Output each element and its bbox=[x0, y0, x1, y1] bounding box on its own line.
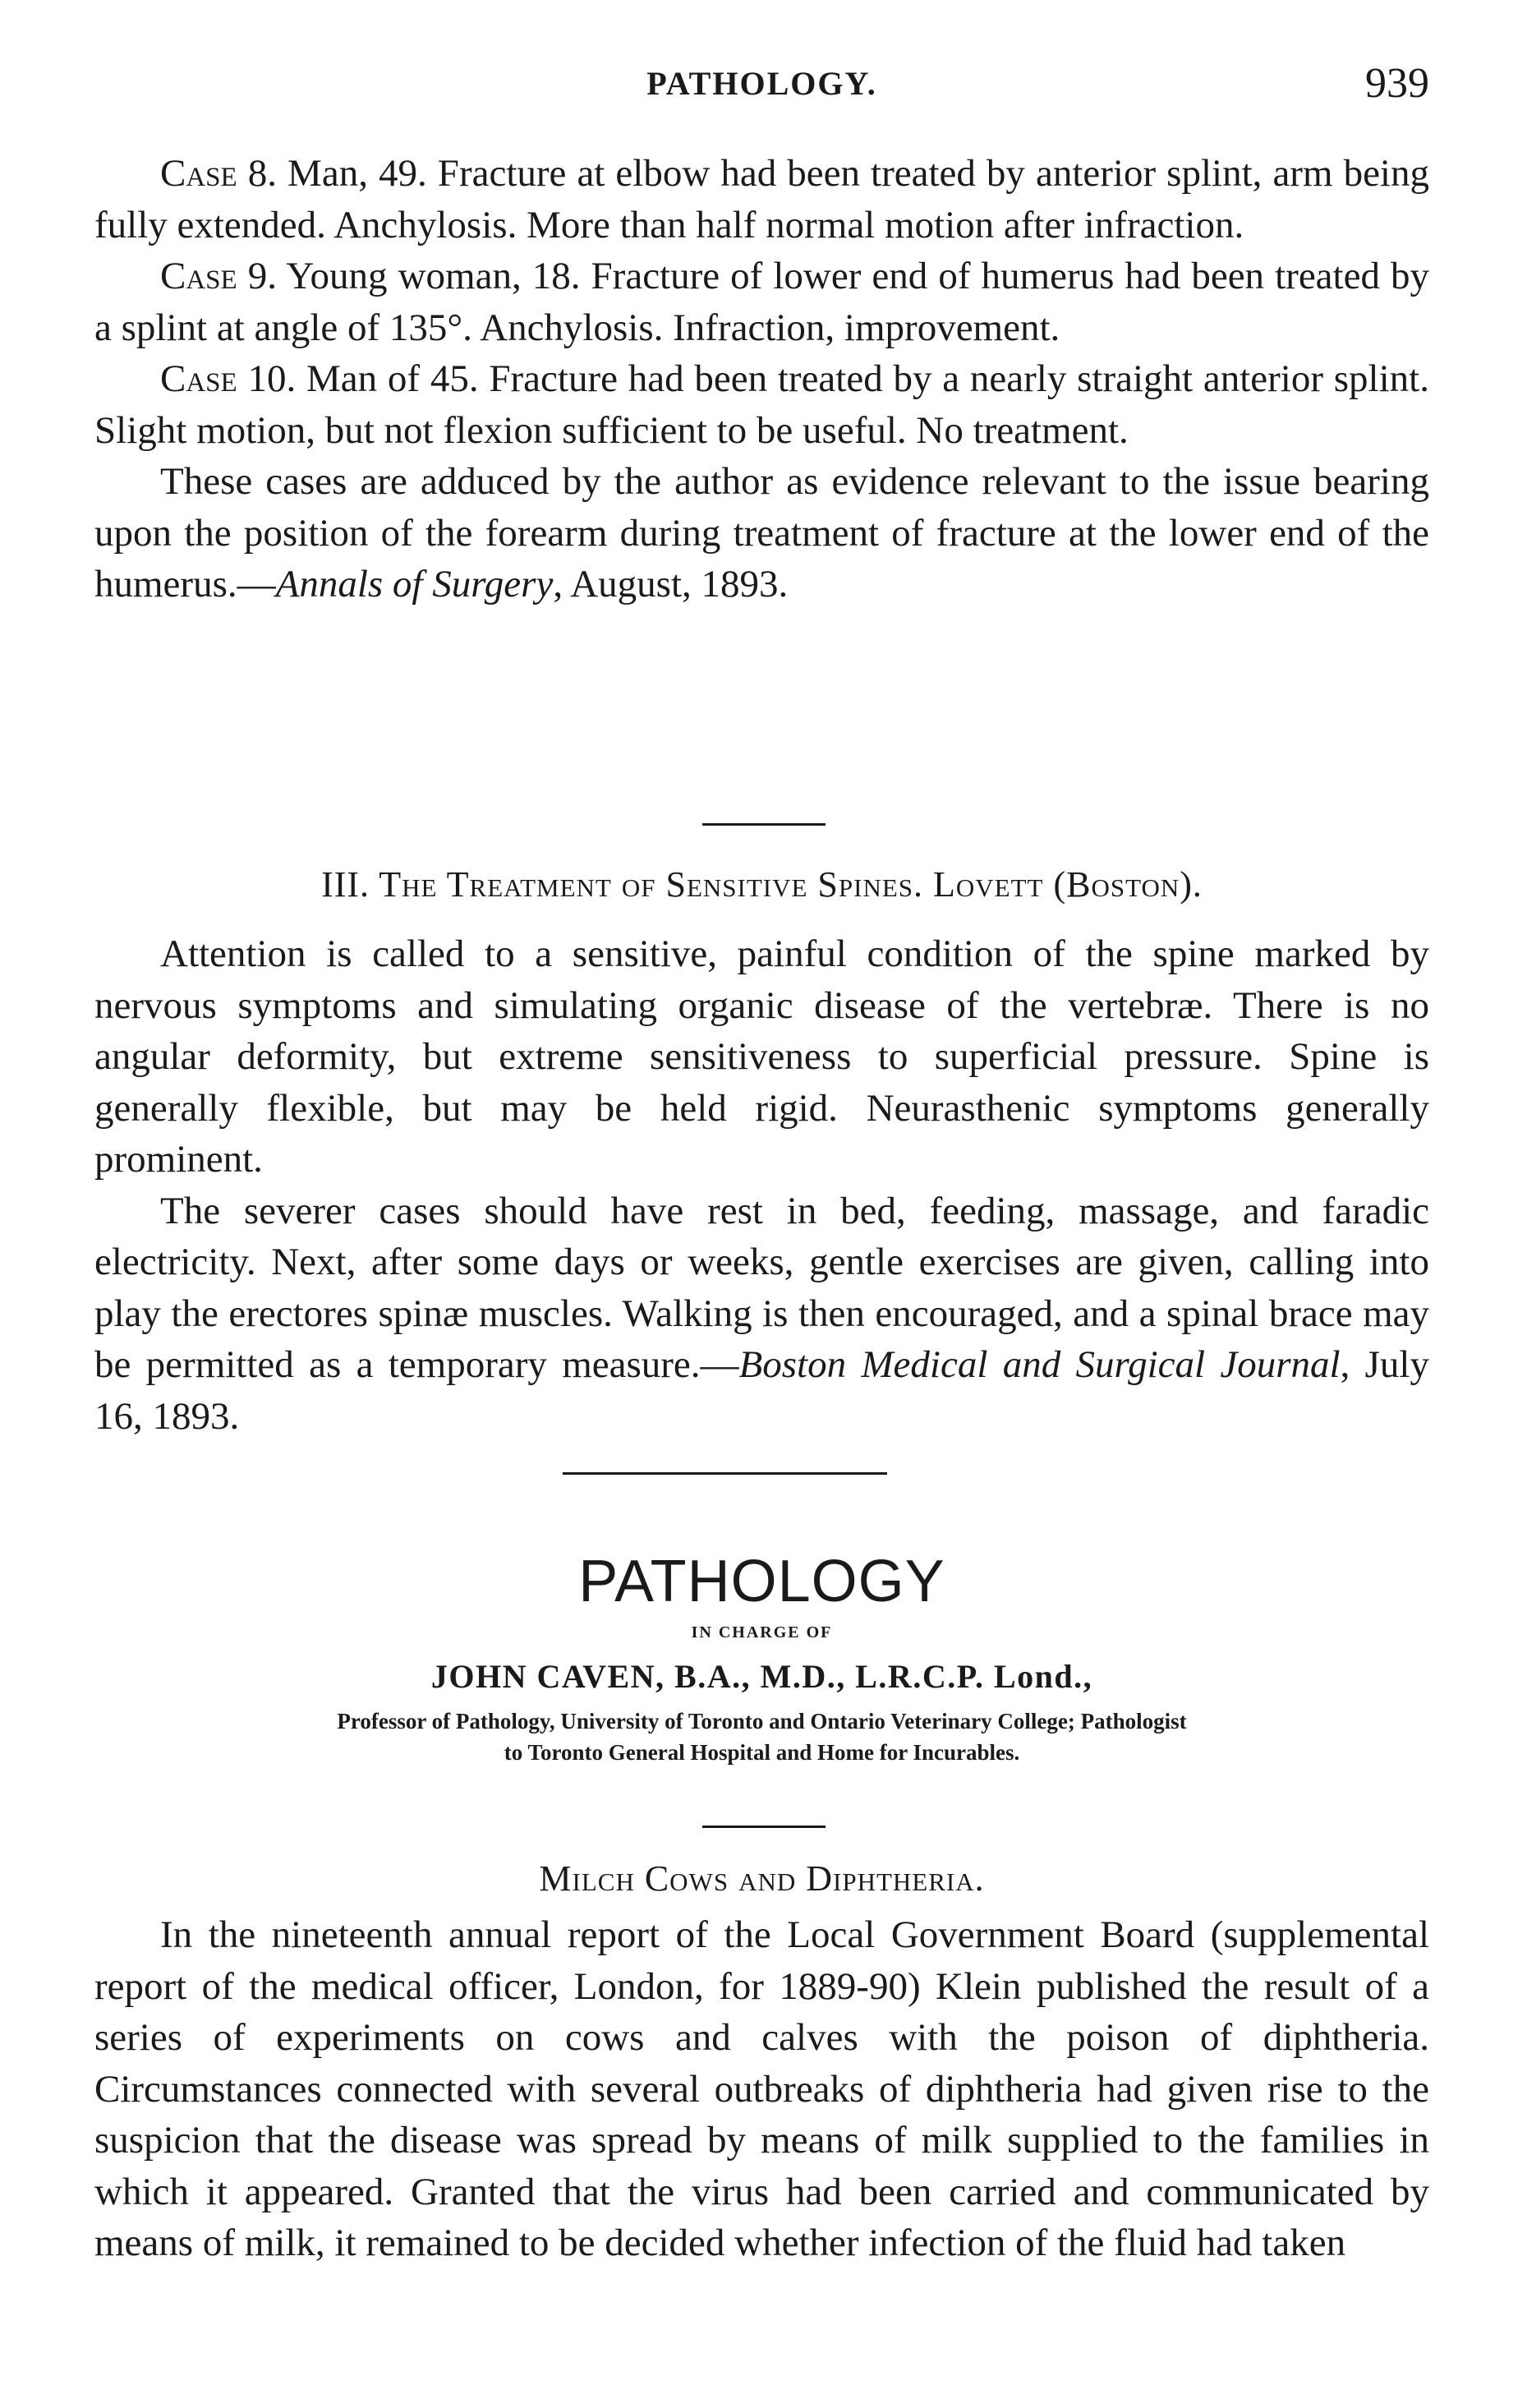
case-9-label: Case 9. bbox=[160, 255, 277, 297]
case-8-paragraph bbox=[94, 148, 1429, 251]
section-three-paragraph-2-text: The severer cases should have rest in bed, feeding, massage, and faradic electricity. Next, after some days or weeks, gentle exercises are given, calling into play the erectores spinæ muscles. Walking is then encouraged, and a spinal brace may be permitted as a temporary measure.— bbox=[94, 1189, 1429, 1386]
editor-affiliation-line-1: Professor of Pathology, University of Toronto and Ontario Veterinary College; Pathologist bbox=[337, 1709, 1187, 1733]
section-three-citation: Boston Medical and Surgical Journal bbox=[738, 1343, 1341, 1386]
case-8-text: Man, 49. Fracture at elbow had been treated by anterior splint, arm being fully extended. Anchylosis. More than half normal motion after infraction. bbox=[94, 152, 1429, 246]
case-10-paragraph bbox=[94, 353, 1429, 456]
section-three-paragraph-1: Attention is called to a sensitive, painful condition of the spine marked by nervous symptoms and simulating organic disease of the vertebræ. There is no angular deformity, but extreme sensitiveness to superficial pressure. Spine is generally flexible, but may be held rigid. Neurasthenic symptoms generally prominent. bbox=[94, 932, 1429, 1181]
case-8-label: Case 8. bbox=[160, 152, 277, 195]
editor-name: JOHN CAVEN, B.A., M.D., L.R.C.P. Lond., bbox=[430, 1658, 1093, 1695]
editor-affiliation-line-2: to Toronto General Hospital and Home for Incurables. bbox=[504, 1740, 1020, 1765]
running-head: PATHOLOGY. bbox=[646, 65, 877, 102]
department-divider-rule bbox=[563, 1472, 887, 1475]
subsection-divider-rule bbox=[702, 1826, 826, 1828]
case-10-label: Case 10. bbox=[160, 357, 297, 400]
section-divider-rule bbox=[702, 823, 826, 826]
in-charge-label: IN CHARGE OF bbox=[691, 1623, 833, 1641]
case-9-paragraph bbox=[94, 251, 1429, 353]
milch-section bbox=[94, 1853, 1429, 2269]
conclusion-citation: Annals of Surgery bbox=[275, 563, 554, 605]
case-9-text: Young woman, 18. Fracture of lower end of humerus had been treated by a splint at angle of 135°. Anchylosis. Infraction, improvement. bbox=[94, 255, 1430, 349]
section-three-date: , July 16, 1893. bbox=[94, 1343, 1429, 1438]
section-three-heading: III. The Treatment of Sensitive Spines. Lovett (Boston). bbox=[321, 864, 1203, 905]
conclusion-date: , August, 1893. bbox=[553, 563, 789, 605]
milch-paragraph: In the nineteenth annual report of the Local Government Board (supplemental report of the medical officer, London, for 1889-90) Klein published the result of a series of experiments on cows and calves with the poison of diphtheria. Circumstances connected with several outbreaks of diphtheria had given rise to the suspicion that the disease was spread by means of milk supplied to the families in which it appeared. Granted that the virus had been carried and communicated by means of milk, it remained to be decided whether infection of the fluid had taken bbox=[94, 1913, 1429, 2264]
cases-block bbox=[94, 148, 1429, 610]
section-three bbox=[94, 859, 1429, 1442]
department-header bbox=[94, 1545, 1429, 1768]
department-title: PATHOLOGY bbox=[578, 1549, 945, 1614]
page-header bbox=[94, 59, 1429, 117]
milch-heading: Milch Cows and Diphtheria. bbox=[539, 1858, 985, 1899]
case-10-text: Man of 45. Fracture had been treated by a nearly straight anterior splint. Slight motion, but not flexion sufficient to be useful. No treatment. bbox=[94, 357, 1429, 452]
page-number: 939 bbox=[1365, 60, 1429, 107]
conclusion-text: These cases are adduced by the author as evidence relevant to the issue bearing upon the position of the forearm during treatment of fracture at the lower end of the humerus.— bbox=[94, 460, 1429, 605]
conclusion-paragraph bbox=[94, 456, 1429, 610]
section-three-paragraph-2 bbox=[94, 1186, 1429, 1443]
